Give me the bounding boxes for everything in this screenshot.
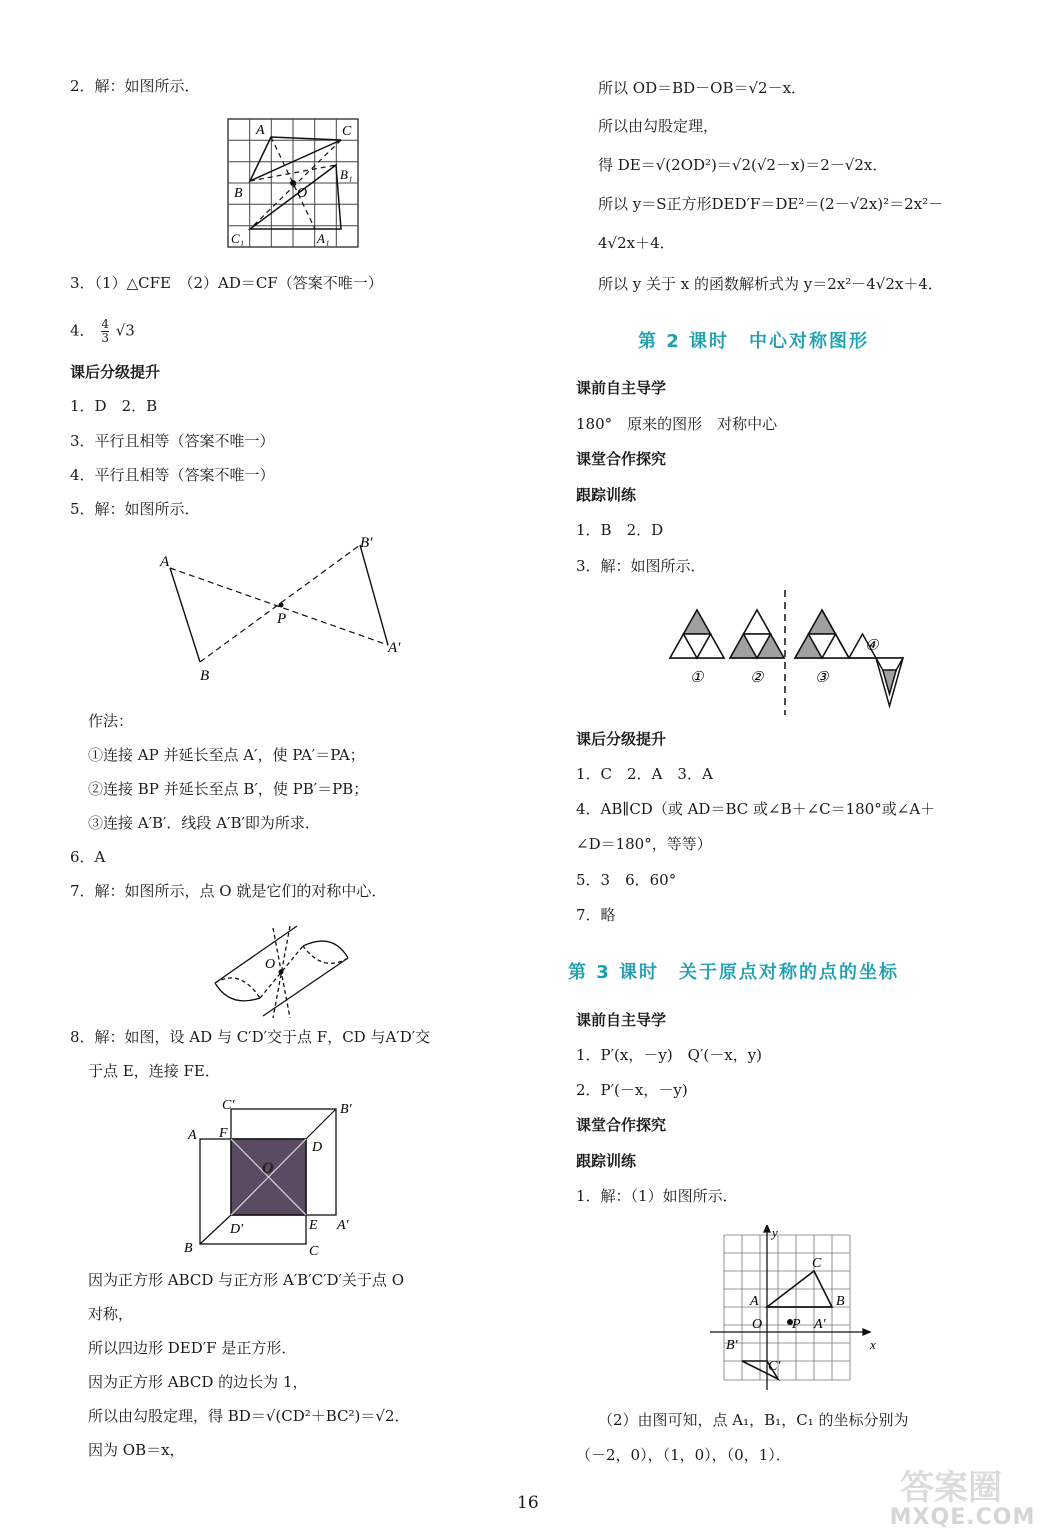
figure-triangles: [665, 590, 905, 715]
tracking-3-1: 1．解：（1）如图所示．: [576, 1187, 738, 1205]
fig6-label-cp: C′: [768, 1359, 781, 1374]
heading-after-class-2: 课后分级提升: [576, 730, 667, 748]
pre-1: 1．P′(x，－y) Q′(－x，y): [576, 1046, 763, 1064]
fig4-label-c: C: [309, 1244, 319, 1259]
fig1-label-c1: C₁: [231, 231, 245, 246]
answer-8-line8: 因为 OB＝x，: [88, 1441, 185, 1459]
fig1-label-o: O: [297, 186, 308, 201]
fig6-label-c: C: [812, 1256, 822, 1271]
answer-8-line2: 于点 E，连接 FE．: [88, 1062, 220, 1080]
answer-1-2: 1．D 2．B: [70, 397, 158, 415]
heading-tracking: 跟踪训练: [576, 486, 637, 504]
fig6-label-ap: A′: [814, 1317, 826, 1332]
fig4-label-cp: C′: [222, 1098, 235, 1113]
tracking-3-2-line1: （2）由图可知，点 A₁，B₁，C₁ 的坐标分别为: [598, 1411, 909, 1429]
fig1-label-b: B: [234, 186, 243, 201]
fig5-label-3: ③: [815, 670, 829, 686]
fig6-label-y: y: [772, 1225, 778, 1240]
section-title-lesson-3: 第 3 课时 关于原点对称的点的坐标: [568, 962, 900, 983]
section-title-lesson-2: 第 2 课时 中心对称图形: [638, 331, 870, 352]
fig4-label-dp: D′: [230, 1222, 244, 1237]
derive-line-2: 所以由勾股定理，: [598, 117, 719, 135]
figure-point-symmetry: [150, 530, 420, 685]
fig2-label-p: P: [277, 611, 287, 627]
answer-3b: 3．平行且相等（答案不唯一）: [70, 432, 275, 450]
method-step-1: ①连接 AP 并延长至点 A′，使 PA′＝PA；: [88, 746, 365, 764]
fig6-label-o: O: [752, 1317, 763, 1332]
tracking-1-2: 1．B 2．D: [576, 521, 664, 539]
after-4-line1: 4．AB∥CD（或 AD＝BC 或∠B＋∠C＝180°或∠A＋: [576, 800, 936, 818]
fraction-numerator: 4: [101, 317, 109, 331]
fig4-label-ap: A′: [337, 1218, 349, 1233]
figure-two-squares: [180, 1095, 370, 1260]
watermark: [880, 1460, 1045, 1530]
fig4-label-d: D: [312, 1140, 323, 1155]
fig4-label-bp: B′: [340, 1102, 352, 1117]
tracking-3: 3．解：如图所示．: [576, 557, 706, 575]
fig1-label-a1: A₁: [317, 231, 330, 246]
after-5-6: 5．3 6．60°: [576, 871, 677, 889]
answer-4-radical: √3: [115, 321, 135, 340]
fig2-label-ap: A′: [388, 640, 401, 656]
fill-answers: 180° 原来的图形 对称中心: [576, 415, 778, 433]
heading-tracking-3: 跟踪训练: [576, 1152, 637, 1170]
answer-5: 5．解：如图所示．: [70, 500, 200, 518]
answer-8-line3: 因为正方形 ABCD 与正方形 A′B′C′D′关于点 O: [88, 1271, 404, 1289]
method-step-3: ③连接 A′B′．线段 A′B′即为所求．: [88, 814, 320, 832]
method-step-2: ②连接 BP 并延长至点 B′，使 PB′＝PB；: [88, 780, 369, 798]
grid-figure-1: [225, 117, 360, 249]
fig1-label-c: C: [342, 124, 352, 139]
answer-8-line4: 对称，: [88, 1305, 134, 1323]
answer-8-line7: 所以由勾股定理，得 BD＝√(CD²＋BC²)＝√2．: [88, 1407, 410, 1425]
fig2-label-a: A: [160, 554, 170, 570]
fig6-label-p: P: [792, 1317, 801, 1332]
watermark-url: MXQE.COM: [889, 1505, 1036, 1530]
fig2-label-b: B: [200, 668, 210, 684]
answer-3: 3．（1）△CFE （2）AD＝CF（答案不唯一）: [70, 274, 383, 292]
fig5-label-1: ①: [690, 670, 704, 686]
fig6-label-x: x: [870, 1337, 876, 1352]
page-number: 16: [517, 1493, 539, 1513]
answer-6: 6．A: [70, 848, 106, 866]
fig4-label-f: F: [219, 1126, 228, 1141]
fig4-label-e: E: [309, 1218, 318, 1233]
tracking-3-2-line2: （－2，0），（1，0），（0，1）．: [576, 1446, 791, 1464]
after-4-line2: ∠D＝180°，等等）: [576, 835, 712, 853]
after-1-3: 1．C 2．A 3．A: [576, 765, 713, 783]
heading-in-class-3: 课堂合作探究: [576, 1116, 667, 1134]
fig4-label-o: O: [262, 1160, 274, 1177]
answer-7: 7．解：如图所示，点 O 就是它们的对称中心．: [70, 882, 387, 900]
answer-8-line5: 所以四边形 DED′F 是正方形．: [88, 1339, 297, 1357]
derive-line-1: 所以 OD＝BD－OB＝√2－x．: [598, 79, 807, 97]
fig6-label-bp: B′: [726, 1338, 738, 1353]
fig4-label-b: B: [184, 1241, 193, 1256]
answer-2: 2．解：如图所示．: [70, 77, 200, 95]
fig5-label-4: ④: [865, 638, 879, 654]
fig1-label-a: A: [256, 123, 265, 138]
answer-4: [70, 318, 135, 345]
coordinate-grid-figure: [710, 1225, 880, 1390]
fig2-label-bp: B′: [360, 535, 373, 551]
fraction-denominator: 3: [101, 331, 109, 345]
heading-pre-class: 课前自主导学: [576, 379, 667, 397]
pre-2: 2．P′(－x，－y): [576, 1081, 688, 1099]
answer-8-line1: 8．解：如图，设 AD 与 C′D′交于点 F，CD 与A′D′交: [70, 1028, 431, 1046]
answer-8-line6: 因为正方形 ABCD 的边长为 1，: [88, 1373, 308, 1391]
derive-line-6: 所以 y 关于 x 的函数解析式为 y＝2x²－4√2x＋4．: [598, 275, 943, 293]
derive-line-4: 所以 y＝S正方形DED′F＝DE²＝(2－√2x)²＝2x²－: [598, 195, 944, 213]
heading-in-class: 课堂合作探究: [576, 450, 667, 468]
derive-line-5: 4√2x＋4．: [598, 234, 675, 252]
fraction: [101, 318, 109, 345]
heading-after-class: 课后分级提升: [70, 363, 161, 381]
method-title: 作法：: [88, 712, 134, 730]
watermark-logo: 答案圈: [900, 1468, 1002, 1508]
fig6-label-a: A: [750, 1294, 759, 1309]
fig6-label-b: B: [836, 1294, 845, 1309]
after-7: 7．略: [576, 906, 616, 924]
answer-4-prefix: 4．: [70, 321, 95, 340]
fig3-label-o: O: [265, 957, 276, 972]
fig4-label-a: A: [188, 1128, 197, 1143]
answer-4b: 4．平行且相等（答案不唯一）: [70, 466, 275, 484]
derive-line-3: 得 DE＝√(2OD²)＝√2(√2－x)＝2－√2x．: [598, 156, 888, 174]
fig1-label-b1: B₁: [340, 167, 353, 182]
fig5-label-2: ②: [750, 670, 764, 686]
heading-pre-class-3: 课前自主导学: [576, 1011, 667, 1029]
figure-sector-symmetry: [205, 918, 355, 1023]
